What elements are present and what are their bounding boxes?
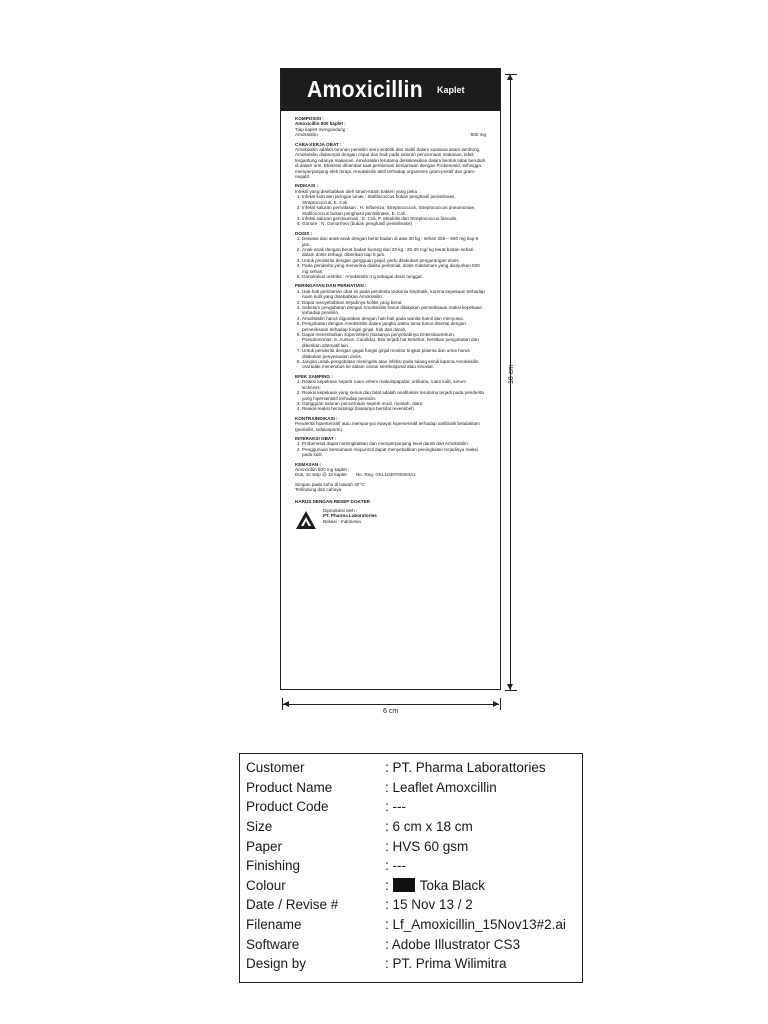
komposisi-heading: KOMPOSISI :: [295, 116, 324, 121]
list-item: 4. Gonore : N. Gonorrhea (bukan penghasil penisilinase): [302, 221, 486, 226]
komposisi-ingredient-row: [295, 132, 486, 137]
indikasi-list: [295, 194, 486, 226]
height-dimension-label: 18 cm: [508, 364, 515, 384]
dosis-heading: DOSIS :: [295, 230, 313, 236]
dosis-list: [295, 236, 486, 279]
arrow-left-icon: [283, 701, 289, 707]
spec-value: : ---: [385, 858, 406, 874]
width-dimension-label: 6 cm: [383, 708, 399, 715]
spec-value: : Adobe Illustrator CS3: [385, 936, 521, 952]
spec-label: Filename: [246, 917, 302, 933]
indikasi-intro: Infeksi yang disebabkan oleh strain-strain bakteri yang peka :: [295, 188, 420, 194]
width-dimension-tick-right: [500, 698, 501, 710]
list-item: 7. Untuk penderita dengan gagal fungsi ginjal monitor tingkat plasma dan urine harus dilakukan penyesuaian dosis.: [302, 348, 486, 359]
spec-value: : Leaflet Amoxcillin: [385, 779, 497, 795]
producer-block: [295, 508, 486, 530]
list-item: 2. Anak-anak dengan berat badan kurang dari 20 kg : 20-40 mg/ kg berat badan sehari dalam dosis terbagi, diberikan tiap 8 jam.: [302, 247, 486, 258]
list-item: 2. Penggunaan bersamaan Alopurinol dapat menyebabkan peningkatan terjadinya reaksi pada kulit.: [302, 447, 486, 458]
interaksi-list: [295, 441, 486, 457]
colour-name: Toka Black: [419, 877, 486, 893]
kemasan-heading: KEMASAN :: [295, 461, 322, 467]
list-item: 6. Dapat menimbulkan superinfeksi (biasanya penyebabnya Enterobacterium, Pseudomonas, S. Aureus, Candida). Bila terjadi hal tersebut, hentikan pengobatan dan diberikan alternatif lain.: [302, 332, 486, 348]
list-item: 8. Jangan untuk pengobatan meningitis atau infeksi pada tulang sendi karena Amoksisilin oral tidak menembus ke dalam cairan serebospinal atau sinovial.: [302, 359, 486, 370]
table-row: [246, 954, 582, 974]
list-item: 3. Infeksi saluran genitourinari : E. Coli, P. Mirabilis dan Streptococcus faecalis.: [302, 216, 486, 221]
list-item: 2. Infeksi saluran pernafasan : H. Influenza, Streptococcus, Streptococcus pneumoniae, Stafilococcus bukan penghasil penisilinase, E. Coli.: [302, 205, 486, 216]
spec-label: Software: [246, 936, 300, 952]
arrow-down-icon: [507, 684, 513, 690]
product-title: Amoxicillin: [307, 76, 423, 102]
colour-swatch: [393, 878, 415, 892]
spec-label: Design by: [246, 956, 307, 972]
list-item: 2. Dapat menyebabkan terjadinya kolitis yang berat.: [302, 300, 486, 305]
kemasan-pack-text: Dus, 10 strip @ 10 kaplet: [295, 472, 347, 478]
leaflet-body: [281, 111, 500, 530]
spec-label: Product Code: [246, 799, 329, 815]
peringatan-heading: PERINGATAN DAN PERHATIAN :: [295, 283, 367, 289]
producer-label: Diproduksi oleh :: [323, 508, 358, 513]
cara-kerja-heading: CARA KERJA OBAT :: [295, 141, 342, 147]
spec-label: Finishing: [246, 858, 301, 874]
table-row: [246, 895, 582, 915]
list-item: 2. Reaksi kepekaan yang serius dan fatal adalah anafilaksis terutama terjadi pada penderita yang hipersensitif terhadap penisilin.: [302, 390, 486, 401]
list-item: 3. Untuk penderita dengan gangguan ginjal, perlu dilakukan pengurangan dosis.: [302, 258, 486, 263]
job-spec-table: [239, 753, 583, 983]
arrow-right-icon: [493, 701, 499, 707]
peringatan-list: [295, 289, 486, 370]
company-logo-icon: [295, 510, 317, 530]
efek-heading: EFEK SAMPING :: [295, 373, 333, 379]
spec-value: : HVS 60 gsm: [385, 838, 469, 854]
kemasan-line: Amoxicillin 500 mg kaplet :: [295, 466, 350, 472]
list-item: 1. Dewasa dan anak-anak dengan berat badan di atas 20 kg : sehari 250 – 500 mg tiap 8 jam.: [302, 236, 486, 247]
list-item: 1. Hati-hati pemberian obat ini pada penderita leukimia limphatik, karena kepekaan terhadap ruam kulit yang disebabkan Amoksisilin.: [302, 289, 486, 300]
list-item: 1. Infeksi kulit dan jaringan lunak : Stafilococcus bukan penghasil penisilinase, Streptococcus, E. Coli.: [302, 194, 486, 205]
registration-number: No. Reg. GKL1040700304A1: [355, 472, 416, 478]
list-item: 5. Pengobatan dengan Amoksisilin dalam jangka waktu lama harus disertai dengan pemeriksaan terhadap fungsi ginjal, hati dan darah.: [302, 321, 486, 332]
table-row: [246, 915, 582, 935]
spec-value: : 15 Nov 13 / 2: [385, 897, 473, 913]
product-form: Kaplet: [437, 85, 465, 95]
spec-label: Size: [246, 819, 273, 835]
table-row: [246, 758, 582, 778]
spec-label: Paper: [246, 838, 283, 854]
table-row: [246, 934, 582, 954]
producer-text: [323, 508, 377, 524]
spec-label: Product Name: [246, 779, 333, 795]
prescription-notice: HARUS DENGAN RESEP DOKTER: [295, 498, 370, 504]
table-row: [246, 856, 582, 876]
ingredient-name: Amoksisilin: [295, 132, 318, 138]
list-item: 3. Gangguan saluran pencernaan seperti mual, muntah, diare.: [302, 401, 486, 406]
spec-value: : Lf_Amoxicillin_15Nov13#2.ai: [385, 917, 566, 933]
table-row: [246, 797, 582, 817]
storage-light: Terlindung dari cahaya: [295, 487, 342, 493]
producer-company: PT. Pharma Laboratories: [323, 513, 377, 519]
leaflet-header: [281, 69, 500, 111]
spec-value: [385, 878, 485, 893]
kontraindikasi-heading: KONTRAINDIKASI :: [295, 415, 338, 421]
producer-city: Bekasi - Indonesia: [323, 518, 361, 524]
list-item: 4. Reaksi-reaksi hematologi (biasanya bersifat reversibel).: [302, 406, 486, 411]
storage-temp: Simpan pada suhu di bawah 30°C: [295, 481, 365, 487]
colour-prefix: :: [385, 877, 389, 893]
leaflet-artwork: [280, 68, 501, 690]
table-row: [246, 876, 582, 896]
komposisi-subheading: Amoxicillin 500 kaplet :: [295, 121, 346, 127]
spec-value: : ---: [385, 799, 406, 815]
efek-list: [295, 379, 486, 411]
spec-value: : PT. Pharma Laborattories: [385, 760, 546, 776]
spec-label: Customer: [246, 760, 305, 776]
komposisi-line: Tiap kaplet mengandung :: [295, 126, 348, 132]
spec-label: Colour: [246, 877, 286, 893]
table-row: [246, 836, 582, 856]
ingredient-dose: 500 mg: [470, 132, 486, 138]
kontraindikasi-text: Penderita hipersensitif atau mempunyai riwayat hipersensitif terhadap antibiotik betalaktam (penisilin, sefalosporin).: [295, 421, 480, 432]
list-item: 1. Reaksi kepekaan seperti ruam eritem makulopapular, urtikaria, ruam kulit, serum sickness.: [302, 379, 486, 390]
spec-label: Date / Revise #: [246, 897, 339, 913]
interaksi-heading: INTERAKSI OBAT :: [295, 435, 337, 441]
table-row: [246, 778, 582, 798]
cara-kerja-text: Amoksisilin adalah turunan penisilin semi sintetik dan stabil dalam suasana asam lambung. Amoksisilin diabsorpsi dengan cepat dan baik pada saluran pencernaan makanan, tidak tergantung adanya makanan. Amoksisilin terutama diekskresikan dalam bentuk tidak berubah di dalam urin. Ekskresi dihambat saat pemberian bersamaan dengan Probenesid, sehingga memperpanjang efek terapi. Amoksisilin aktif terhadap organisme gram-positif dan gram-negatif.: [295, 147, 486, 180]
list-item: 4. Amoksisilin harus digunakan dengan hati-hati pada wanita hamil dan menyusui.: [302, 316, 486, 321]
spec-value: : 6 cm x 18 cm: [385, 819, 473, 835]
spec-value: : PT. Prima Wilimitra: [385, 956, 507, 972]
list-item: 3. Sebelum pengobatan dengan Amoksisilin harus dilakukan pemeriksaan reaksi kepekaan terhadap penisilin.: [302, 305, 486, 316]
list-item: 5. Gonokokus uretritis : Amoksisilin 3 g sebagai dosis tunggal.: [302, 274, 486, 279]
arrow-up-icon: [507, 74, 513, 80]
indikasi-heading: INDIKASI :: [295, 183, 318, 189]
height-dimension-tick-bottom: [505, 690, 517, 691]
list-item: 4. Pada penderita yang menerima dialisa peritonial, dosis maksimum yang dianjurkan 500 mg sehari.: [302, 263, 486, 274]
list-item: 1. Probenesid dapat meningkatkan dan memperpanjang level darah dari Amoksisilin.: [302, 441, 486, 446]
table-row: [246, 817, 582, 837]
width-dimension-line: [283, 704, 499, 705]
